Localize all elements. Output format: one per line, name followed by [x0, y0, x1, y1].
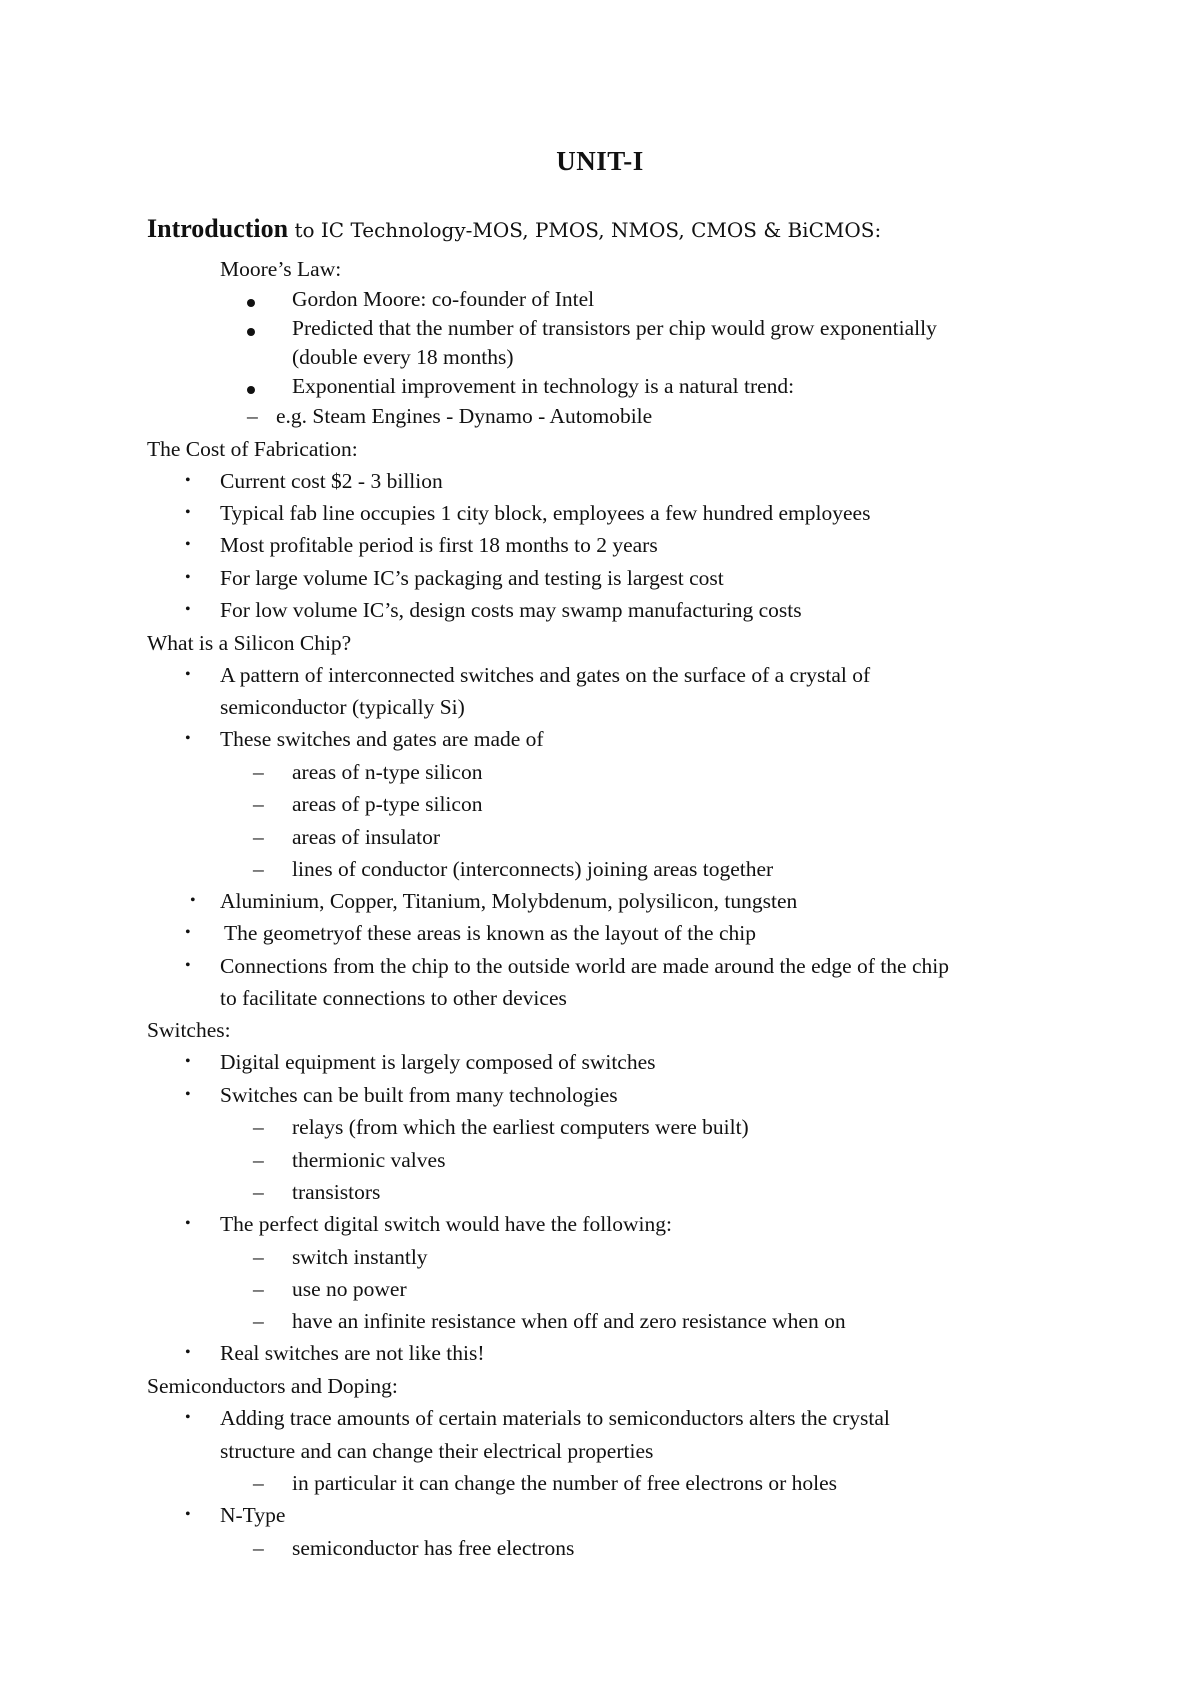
switches-heading: Switches:: [147, 1018, 231, 1042]
dash-icon: –: [253, 1277, 264, 1301]
cost-heading: The Cost of Fabrication:: [147, 437, 358, 461]
list-item: Real switches are not like this!: [220, 1341, 485, 1365]
dash-icon: –: [253, 1180, 264, 1204]
list-subitem: semiconductor has free electrons: [292, 1536, 575, 1560]
dash-icon: –: [247, 404, 258, 428]
list-subitem: have an infinite resistance when off and zero resistance when on: [292, 1309, 846, 1333]
dash-icon: –: [253, 857, 264, 881]
list-item: Aluminium, Copper, Titanium, Molybdenum, polysilicon, tungsten: [220, 889, 798, 913]
list-item: Exponential improvement in technology is a natural trend:: [292, 374, 795, 398]
bullet-icon: •: [190, 892, 196, 909]
bullet-icon: •: [185, 730, 191, 747]
bullet-icon: •: [185, 924, 191, 941]
list-subitem: in particular it can change the number of free electrons or holes: [292, 1471, 838, 1495]
list-item: Adding trace amounts of certain materials to semiconductors alters the crystal: [220, 1406, 890, 1430]
bullet-icon: [247, 386, 255, 394]
dash-icon: –: [253, 792, 264, 816]
list-subitem: use no power: [292, 1277, 407, 1301]
dash-icon: –: [253, 825, 264, 849]
list-item: Switches can be built from many technologies: [220, 1083, 618, 1107]
list-subitem: switch instantly: [292, 1245, 428, 1269]
list-subitem: thermionic valves: [292, 1148, 446, 1172]
list-subitem: transistors: [292, 1180, 381, 1204]
list-item: Predicted that the number of transistors per chip would grow exponentially: [292, 316, 937, 340]
list-item: For large volume IC’s packaging and testing is largest cost: [220, 566, 724, 590]
page-title: UNIT-I: [556, 146, 644, 176]
intro-rest-text: to IC Technology-MOS, PMOS, NMOS, CMOS & BiCMOS:: [288, 218, 882, 242]
dash-icon: –: [253, 1471, 264, 1495]
bullet-icon: •: [185, 1506, 191, 1523]
dash-icon: –: [253, 760, 264, 784]
bullet-icon: •: [185, 472, 191, 489]
list-item: Current cost $2 - 3 billion: [220, 469, 443, 493]
list-item-continuation: semiconductor (typically Si): [220, 695, 465, 719]
bullet-icon: •: [185, 601, 191, 618]
list-subitem: e.g. Steam Engines - Dynamo - Automobile: [276, 404, 653, 428]
bullet-icon: •: [185, 1086, 191, 1103]
dash-icon: –: [253, 1309, 264, 1333]
bullet-icon: •: [185, 569, 191, 586]
list-item: Most profitable period is first 18 months to 2 years: [220, 533, 658, 557]
list-subitem: areas of insulator: [292, 825, 441, 849]
dash-icon: –: [253, 1148, 264, 1172]
list-item: Digital equipment is largely composed of switches: [220, 1050, 656, 1074]
list-item-continuation: structure and can change their electrical properties: [220, 1439, 654, 1463]
list-subitem: areas of n-type silicon: [292, 760, 483, 784]
semi-heading: Semiconductors and Doping:: [147, 1374, 398, 1398]
list-subitem: relays (from which the earliest computers were built): [292, 1115, 749, 1139]
bullet-icon: [247, 328, 255, 336]
list-item: Connections from the chip to the outside world are made around the edge of the chip: [220, 954, 949, 978]
dash-icon: –: [253, 1115, 264, 1139]
bullet-icon: •: [185, 1215, 191, 1232]
list-item: The geometryof these areas is known as the layout of the chip: [224, 921, 756, 945]
moore-heading: Moore’s Law:: [220, 257, 342, 281]
list-item: For low volume IC’s, design costs may swamp manufacturing costs: [220, 598, 802, 622]
bullet-icon: •: [185, 1409, 191, 1426]
bullet-icon: •: [185, 504, 191, 521]
dash-icon: –: [253, 1536, 264, 1560]
bullet-icon: •: [185, 666, 191, 683]
list-item-continuation: (double every 18 months): [292, 345, 514, 369]
bullet-icon: [247, 299, 255, 307]
list-item: The perfect digital switch would have the following:: [220, 1212, 672, 1236]
list-subitem: lines of conductor (interconnects) joining areas together: [292, 857, 774, 881]
list-item: A pattern of interconnected switches and gates on the surface of a crystal of: [220, 663, 871, 687]
bullet-icon: •: [185, 1053, 191, 1070]
bullet-icon: •: [185, 1344, 191, 1361]
intro-bold-word: Introduction: [147, 214, 289, 243]
dash-icon: –: [253, 1245, 264, 1269]
list-item: These switches and gates are made of: [220, 727, 544, 751]
list-item: Typical fab line occupies 1 city block, employees a few hundred employees: [220, 501, 871, 525]
intro-heading: [147, 214, 881, 245]
bullet-icon: •: [185, 957, 191, 974]
bullet-icon: •: [185, 536, 191, 553]
list-item-continuation: to facilitate connections to other devices: [220, 986, 567, 1010]
list-item: Gordon Moore: co-founder of Intel: [292, 287, 595, 311]
list-item: N-Type: [220, 1503, 286, 1527]
chip-heading: What is a Silicon Chip?: [147, 631, 352, 655]
list-subitem: areas of p-type silicon: [292, 792, 483, 816]
